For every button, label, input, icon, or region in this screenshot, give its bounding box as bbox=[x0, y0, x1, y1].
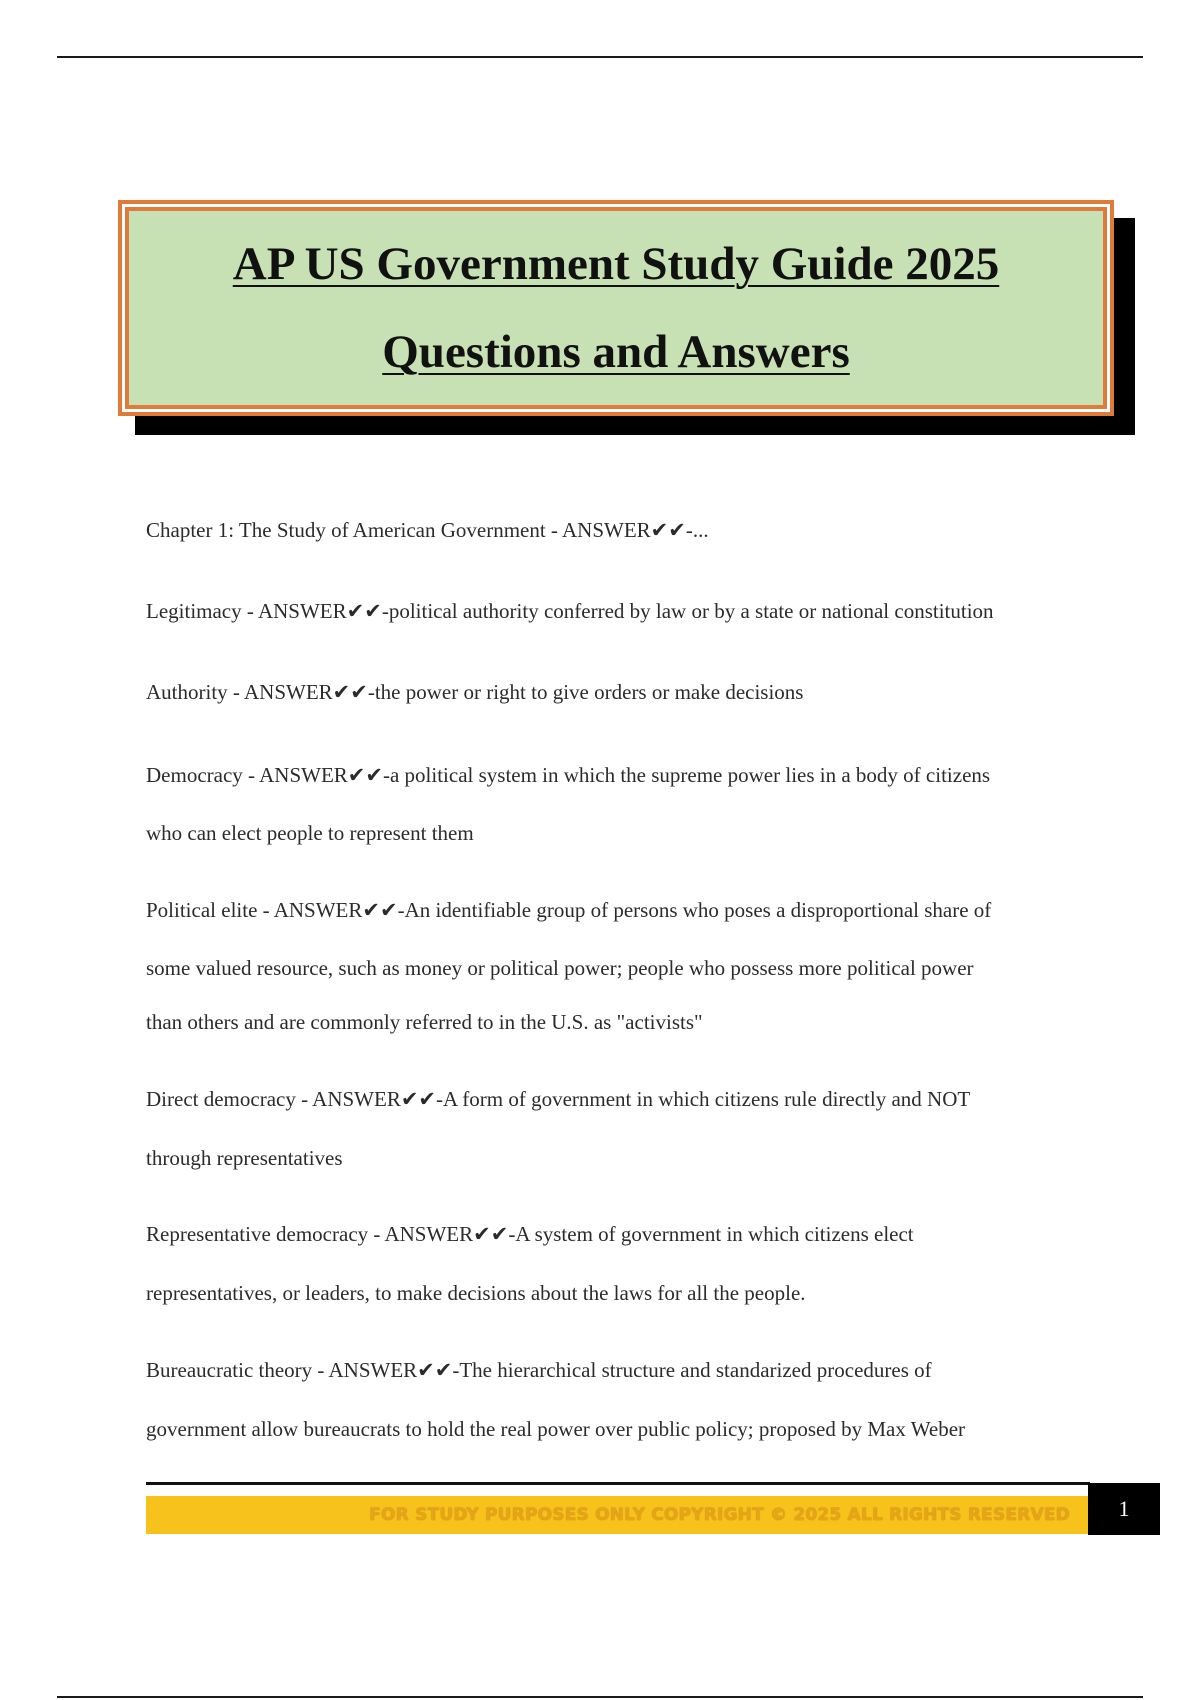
page-number-box bbox=[1088, 1483, 1160, 1535]
qa-line: Bureaucratic theory - ANSWER✔✔-The hierarchical structure and standarized procedures of bbox=[146, 1358, 932, 1382]
qa-line: Political elite - ANSWER✔✔-An identifiable group of persons who poses a disproportional share of bbox=[146, 898, 992, 922]
qa-line: Democracy - ANSWER✔✔-a political system in which the supreme power lies in a body of citizens bbox=[146, 763, 991, 787]
qa-line: Direct democracy - ANSWER✔✔-A form of government in which citizens rule directly and NOT bbox=[146, 1087, 971, 1111]
page-number: 1 bbox=[1118, 1496, 1130, 1521]
qa-line: who can elect people to represent them bbox=[146, 821, 474, 845]
copyright-notice: FOR STUDY PURPOSES ONLY COPYRIGHT © 2025 ALL RIGHTS RESERVED bbox=[369, 1505, 1070, 1525]
qa-line: Legitimacy - ANSWER✔✔-political authority conferred by law or by a state or national constitution bbox=[146, 599, 994, 623]
qa-line: government allow bureaucrats to hold the real power over public policy; proposed by Max Weber bbox=[146, 1417, 966, 1441]
footer-bar bbox=[146, 1496, 1088, 1534]
qa-line: than others and are commonly referred to in the U.S. as "activists" bbox=[146, 1010, 703, 1034]
title-box-inner bbox=[125, 207, 1107, 409]
qa-line: through representatives bbox=[146, 1146, 343, 1170]
qa-line: representatives, or leaders, to make decisions about the laws for all the people. bbox=[146, 1281, 806, 1305]
chapter-heading: Chapter 1: The Study of American Government - ANSWER✔✔-... bbox=[146, 518, 709, 542]
bottom-rule bbox=[57, 1696, 1143, 1698]
top-rule bbox=[57, 56, 1143, 58]
document-title-line-1: AP US Government Study Guide 2025 bbox=[232, 238, 1000, 290]
title-box bbox=[118, 200, 1114, 416]
qa-line: Representative democracy - ANSWER✔✔-A system of government in which citizens elect bbox=[146, 1222, 914, 1246]
footer-rule bbox=[146, 1482, 1090, 1485]
document-title-line-2: Questions and Answers bbox=[382, 326, 850, 378]
qa-line: some valued resource, such as money or political power; people who possess more political power bbox=[146, 956, 974, 980]
qa-line: Authority - ANSWER✔✔-the power or right to give orders or make decisions bbox=[146, 680, 804, 704]
